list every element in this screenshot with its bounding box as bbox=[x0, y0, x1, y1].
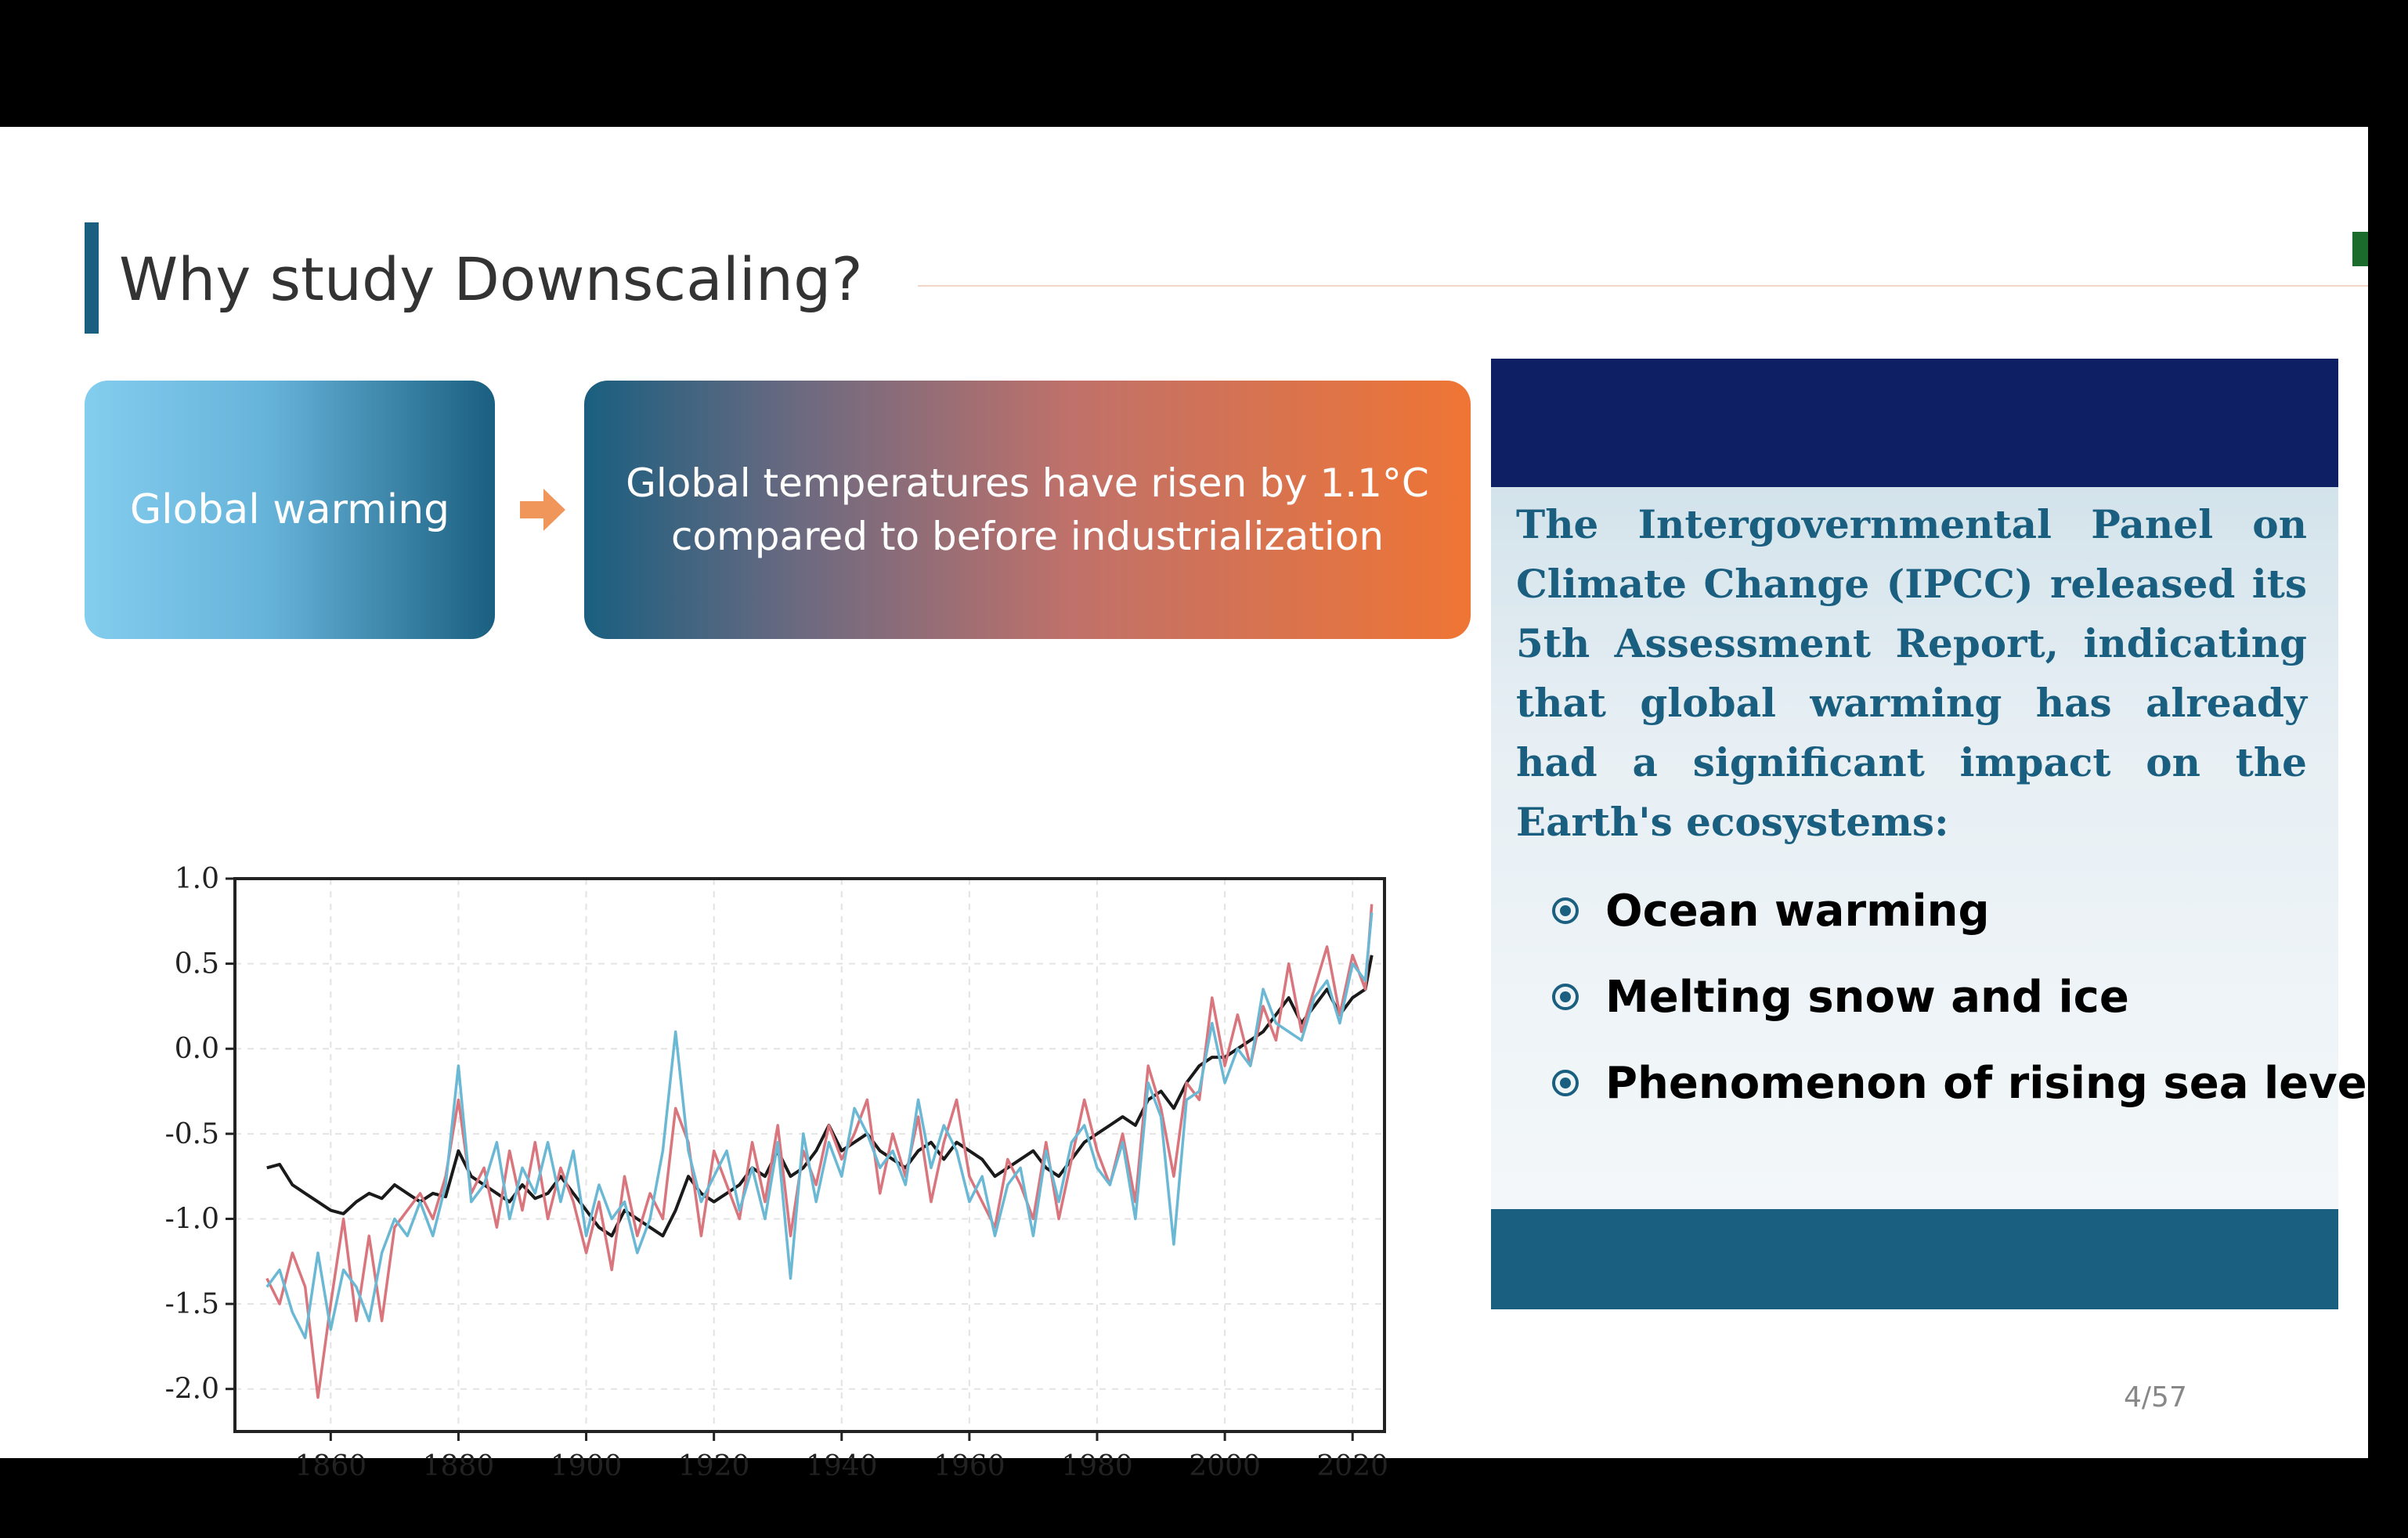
x-tick-label: 1940 bbox=[805, 1450, 878, 1482]
arrow-right-icon bbox=[520, 489, 565, 531]
x-tick-label: 1880 bbox=[422, 1450, 495, 1482]
temperature-anomaly-chart bbox=[157, 722, 1410, 1489]
global-warming-box bbox=[85, 381, 495, 639]
temperature-rise-text: Global temperatures have risen by 1.1°C compared to before industrialization bbox=[626, 460, 1429, 559]
circle-bullet-icon bbox=[1552, 897, 1579, 924]
list-item bbox=[1552, 1040, 2408, 1126]
slide-title: Why study Downscaling? bbox=[119, 244, 863, 314]
ipcc-paragraph: The Intergovernmental Panel on Climate Change (IPCC) released its 5th Assessment Report, indicating that global warming has already had a significant impact on the Earth's ecosystems: bbox=[1516, 501, 2307, 845]
impact-list bbox=[1552, 868, 2408, 1126]
ipcc-card-footer bbox=[1491, 1209, 2338, 1309]
plot-area bbox=[235, 879, 1385, 1431]
ipcc-card bbox=[1491, 359, 2408, 1309]
temperature-rise-box bbox=[584, 381, 1471, 639]
chart-svg bbox=[157, 722, 1410, 1489]
list-item bbox=[1552, 868, 2408, 954]
corner-marker bbox=[2352, 232, 2368, 266]
y-tick-label: 0.0 bbox=[174, 1033, 219, 1066]
title-accent-bar bbox=[85, 222, 99, 334]
ipcc-card-header bbox=[1491, 359, 2338, 487]
y-tick-label: -0.5 bbox=[164, 1117, 219, 1150]
x-tick-label: 1960 bbox=[933, 1450, 1005, 1482]
x-tick-label: 2000 bbox=[1189, 1450, 1261, 1482]
y-tick-label: -1.0 bbox=[164, 1203, 219, 1236]
circle-bullet-icon bbox=[1552, 1070, 1579, 1096]
y-tick-label: -1.5 bbox=[164, 1288, 219, 1321]
x-tick-label: 1980 bbox=[1061, 1450, 1133, 1482]
impact-item-label: Ocean warming bbox=[1605, 885, 1990, 937]
title-divider bbox=[918, 285, 2368, 287]
global-warming-label: Global warming bbox=[129, 486, 450, 533]
impact-item-label: Melting snow and ice bbox=[1605, 971, 2129, 1023]
y-tick-label: -2.0 bbox=[164, 1373, 219, 1406]
x-tick-label: 1900 bbox=[550, 1450, 623, 1482]
x-tick-label: 2020 bbox=[1316, 1450, 1389, 1482]
x-tick-label: 1860 bbox=[294, 1450, 367, 1482]
page-number: 4/57 bbox=[2124, 1381, 2187, 1413]
x-tick-label: 1920 bbox=[677, 1450, 750, 1482]
circle-bullet-icon bbox=[1552, 984, 1579, 1010]
impact-item-label: Phenomenon of rising sea levels bbox=[1605, 1057, 2408, 1109]
y-tick-label: 1.0 bbox=[174, 863, 219, 895]
list-item bbox=[1552, 954, 2408, 1040]
y-tick-label: 0.5 bbox=[174, 948, 219, 980]
slide bbox=[0, 127, 2408, 1482]
